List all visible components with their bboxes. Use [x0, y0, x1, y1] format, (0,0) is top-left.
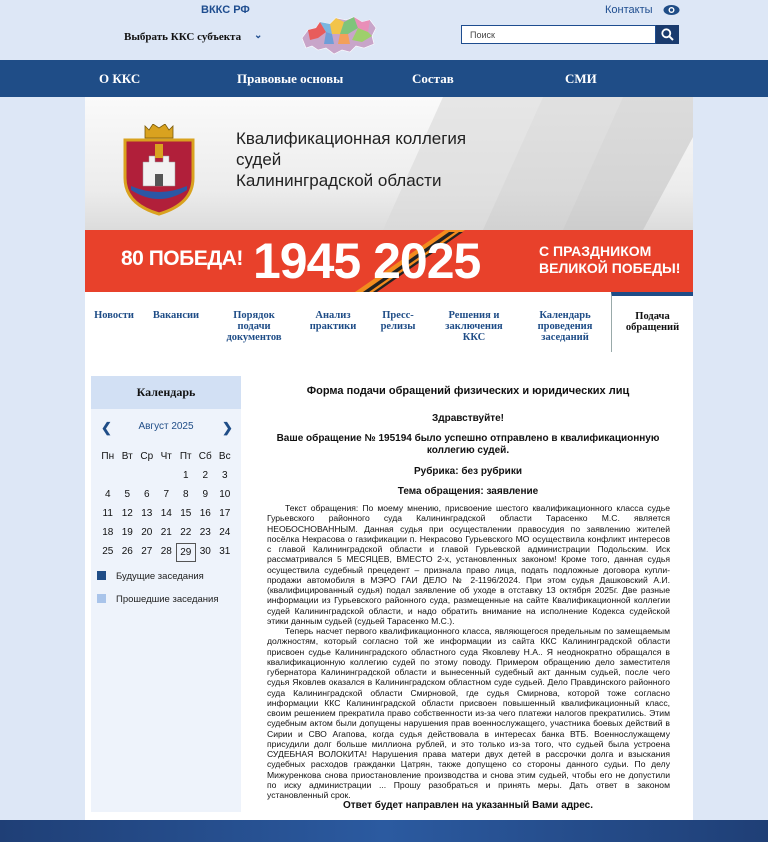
search-icon [661, 28, 674, 41]
calendar-day[interactable]: 15 [180, 508, 192, 519]
greeting: Здравствуйте! [431, 413, 505, 424]
calendar-grid [98, 448, 235, 562]
tab-document-procedure[interactable]: Порядок подачи документов [226, 310, 282, 343]
calendar-day[interactable]: 3 [221, 470, 228, 481]
title-line: судей [236, 150, 282, 169]
appeal-paragraph: Текст обращения: По моему мнению, присвоение шестого квалификационного класса судье Гурьевского районного суда Калининградской области Тарасенко М.С. является НЕОБОСНОВАННЫМ. Данная судья при осуществлении правосудия по заявлению жителей посёлка Некрасова о газификации п. Некрасово Гурьевского МО осуществила конфликт интересов с главой Калининградской области и главой Гурьевской администрации Подольским. Иск рассматривался 5 МЕСЯЦЕВ, ВМЕСТО 2-х, установленных законом! Кроме того, данная судья осуществила судебный прецедент – признала право лица, подать подложные договора купли-продажи автомобиля в МЭРО ГАИ ДЕЛО № 2-1196/2024. При этом судья Дашковский А.И. (квалифицированный судья) подал заявление об уходе в отставку 13 октября 2025г. Две разные информации из Гурьевского районного суда, размещенные на сайте Квалификационной коллегии судей Калининградской области, и надо обратить внимание на исполнение Кодекса судейской этики данным судьей (судьей Тарасенко М.С.). [267, 503, 670, 626]
calendar-day[interactable]: 19 [121, 527, 133, 538]
calendar-day[interactable]: 2 [202, 470, 209, 481]
nav-item-legal[interactable]: Правовые основы [237, 71, 344, 86]
calendar-day[interactable]: 11 [102, 508, 113, 519]
header-banner [85, 97, 693, 230]
main-nav [0, 60, 768, 97]
title-line: Квалификационная коллегия [236, 129, 467, 148]
title-line: Калининградской области [236, 171, 442, 190]
calendar-day[interactable]: 28 [160, 546, 172, 557]
calendar-day[interactable]: 25 [102, 546, 114, 557]
chevron-right-icon[interactable]: ❯ [222, 420, 233, 435]
calendar-day [157, 467, 177, 486]
weekday-label: Вт [121, 451, 133, 462]
tab-practice-analysis[interactable]: Анализ практики [309, 310, 357, 332]
calendar-day[interactable]: 13 [141, 508, 153, 519]
calendar-day[interactable]: 31 [219, 546, 231, 557]
legend-past-label: Прошедшие заседания [116, 594, 219, 605]
legend-past [97, 594, 218, 605]
victory-congrats [539, 243, 680, 277]
tab-meetings-calendar[interactable]: Календарь проведения заседаний [537, 310, 593, 343]
subject-select[interactable]: Выбрать ККС субъекта [124, 31, 242, 43]
page-title [236, 128, 466, 191]
nav-item-media[interactable]: СМИ [565, 71, 597, 86]
calendar-day [98, 467, 118, 486]
tab-press-releases[interactable]: Пресс-релизы [380, 310, 416, 332]
calendar-day[interactable]: 6 [143, 489, 150, 500]
calendar-week [98, 505, 235, 524]
calendar-day[interactable]: 5 [124, 489, 131, 500]
victory-80-text: 80 ПОБЕДА! [121, 247, 243, 270]
calendar-day[interactable]: 24 [219, 527, 231, 538]
tab-news[interactable]: Новости [94, 310, 134, 321]
calendar-day[interactable]: 1 [182, 470, 189, 481]
sent-message: Ваше обращение № 195194 было успешно отправлено в квалификационную коллегию судей. [276, 433, 660, 456]
calendar-week [98, 467, 235, 486]
tab-decisions[interactable]: Решения и заключения ККС [445, 310, 503, 343]
weekday-label: Вс [218, 451, 231, 462]
weekday-label: Пт [179, 451, 192, 462]
weekday-label: Ср [140, 451, 154, 462]
appeal-theme: Тема обращения: заявление [397, 486, 539, 497]
nav-item-about[interactable]: О ККС [99, 71, 141, 86]
legend-future-label: Будущие заседания [116, 571, 204, 582]
rubric: Рубрика: без рубрики [414, 466, 522, 477]
congrats-line: С ПРАЗДНИКОМ [539, 243, 652, 259]
weekday-label: Сб [198, 451, 212, 462]
eye-icon[interactable] [663, 4, 680, 16]
footer [0, 820, 768, 842]
weekday-label: Пн [101, 451, 115, 462]
tab-submit-appeal[interactable]: Подача обращений [611, 292, 693, 353]
content-area [85, 352, 693, 822]
section-tabs [85, 292, 693, 352]
search-button[interactable] [656, 25, 679, 44]
calendar-weekdays [98, 448, 235, 467]
calendar-month: Август 2025 [138, 421, 194, 432]
calendar-day[interactable]: 9 [202, 489, 209, 500]
top-bar [0, 0, 768, 60]
victory-banner [85, 230, 693, 292]
calendar-day[interactable]: 23 [199, 527, 211, 538]
vkks-link[interactable]: ВККС РФ [201, 4, 250, 16]
calendar-day[interactable]: 17 [219, 508, 231, 519]
reply-note: Ответ будет направлен на указанный Вами адрес. [342, 800, 593, 811]
chevron-down-icon[interactable]: ⌄ [254, 30, 263, 41]
appeal-text [267, 503, 670, 800]
calendar-day[interactable]: 14 [160, 508, 172, 519]
legend-future-swatch [97, 571, 106, 580]
calendar-day [137, 467, 157, 486]
calendar-week [98, 486, 235, 505]
calendar-day[interactable]: 7 [163, 489, 170, 500]
calendar-day[interactable]: 30 [199, 546, 211, 557]
calendar-week [98, 543, 235, 562]
victory-years: 1945 2025 [253, 233, 481, 289]
appeal-paragraph: Теперь насчет первого квалификационного класса, являющегося предельным по замещаемым должностям, который согласно той же информации из сайта ККС Калининградской области присвоен судье Калининградского областного суда Яковлеву Н.А.. Я неоднократно обращался в квалификационную коллегию судей по этому поводу. Примером обращению дело заместителя губернатора Калининградской области и вынесенный судебный акт данным судьей, после чего судья Яковлев оказался в Калининградском областном суде судьей. Дело Правдинского районного суда Калининградской области Смирновой, где судья Смирнова, которой тоже согласно информации ККС Калининградской области присвоен повышенный квалификационный класс, своим решением прекратила право собственности из-за чего платежи налогов прекратились. Этим судебным актом были допущены нарушения прав военнослужащего, участника боевых действий в Сирии и СВО Агапова, когда судья действовала в интересах банка ВТБ. Военнослужащему присудили долг больше миллиона рублей, и это только из-за того, что судьей была устроена СУДЕБНАЯ ВОЛОКИТА! Нарушения права матери двух детей в рассрочки долга и взыскания судебных расходов гражданки Цатрян, также допущено со стороны данного судьи. По делу Мижуренкова снова приостановление производства и снова этим судьей, чтобы его не допустили по иску администрации ... Прошу разобраться и принять меры. Дать ответ в законом установленный срок. [267, 626, 670, 800]
calendar-title: Календарь [91, 376, 241, 409]
congrats-line: ВЕЛИКОЙ ПОБЕДЫ! [539, 260, 681, 276]
form-title: Форма подачи обращений физических и юридических лиц [306, 385, 630, 397]
russia-map-icon [298, 14, 378, 56]
calendar-day[interactable]: 22 [180, 527, 192, 538]
calendar-day[interactable]: 8 [182, 489, 189, 500]
search-input[interactable] [461, 25, 656, 44]
calendar-day[interactable]: 27 [141, 546, 153, 557]
calendar-week [98, 524, 235, 543]
calendar-day[interactable]: 4 [104, 489, 111, 500]
calendar-day[interactable]: 18 [102, 527, 114, 538]
calendar-day[interactable]: 12 [121, 508, 133, 519]
calendar-day[interactable]: 26 [121, 546, 133, 557]
calendar-widget [91, 376, 241, 812]
weekday-label: Чт [160, 451, 172, 462]
nav-item-members[interactable]: Состав [412, 71, 454, 86]
tab-vacancies[interactable]: Вакансии [152, 310, 200, 321]
calendar-day [118, 467, 138, 486]
calendar-day[interactable]: 10 [219, 489, 231, 500]
chevron-left-icon[interactable]: ❮ [101, 420, 112, 435]
calendar-day[interactable]: 21 [160, 527, 172, 538]
calendar-day[interactable]: 16 [199, 508, 211, 519]
calendar-day[interactable]: 20 [141, 527, 153, 538]
legend-future [97, 571, 204, 582]
legend-past-swatch [97, 594, 106, 603]
coat-of-arms-icon [121, 124, 197, 216]
calendar-day-today[interactable]: 29 [176, 543, 196, 562]
contacts-link[interactable]: Контакты [605, 4, 653, 16]
